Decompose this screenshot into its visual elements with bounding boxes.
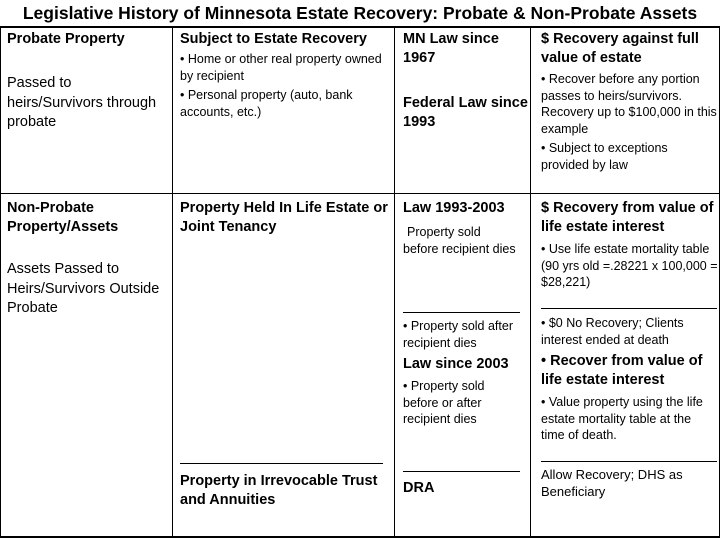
row-divider <box>0 193 720 194</box>
recovery-bullet-list <box>541 71 717 173</box>
mortality-calculation-text: • Use life estate mortality table (90 yrs old =.28221 x 100,000 = $28,221) <box>541 242 718 289</box>
irrevocable-trust-heading: Property in Irrevocable Trust and Annuities <box>180 473 378 508</box>
value-property-text: • Value property using the life estate mortality table at the time of death. <box>541 395 703 442</box>
allow-recovery-text: Allow Recovery; DHS as Beneficiary <box>541 467 683 499</box>
recover-life-estate-heading: • Recover from value of life estate interest <box>541 353 703 388</box>
probate-property-text: Passed to heirs/Survivors through probate <box>7 75 157 130</box>
no-recovery-text: • $0 No Recovery; Clients interest ended at death <box>541 316 684 347</box>
column-divider <box>530 27 531 537</box>
life-estate-recovery-heading: $ Recovery from value of life estate interest <box>541 200 714 235</box>
property-sold-before-text: Property sold before recipient dies <box>403 225 516 256</box>
table-bottom-border <box>0 536 720 538</box>
list-item: • Home or other real property owned by recipient <box>180 52 382 83</box>
divider <box>541 461 717 462</box>
law-since-2003-heading: Law since 2003 <box>403 356 509 372</box>
column-divider <box>172 27 173 537</box>
list-item: • Personal property (auto, bank accounts, etc.) <box>180 88 353 119</box>
page-title: Legislative History of Minnesota Estate Recovery: Probate & Non-Probate Assets <box>22 3 698 23</box>
divider <box>541 308 717 309</box>
divider <box>403 471 520 472</box>
recovery-full-value-heading: $ Recovery against full value of estate <box>541 31 699 66</box>
property-sold-after-text: • Property sold after recipient dies <box>403 319 513 350</box>
life-estate-heading: Property Held In Life Estate or Joint Tenancy <box>180 200 388 235</box>
probate-bullet-list <box>180 51 385 120</box>
mn-law-heading: MN Law since 1967 <box>403 31 499 66</box>
federal-law-heading: Federal Law since 1993 <box>403 95 528 130</box>
list-item: • Subject to exceptions provided by law <box>541 141 668 172</box>
list-item: • Recover before any portion passes to heirs/survivors. Recovery up to $100,000 in this example <box>541 72 717 136</box>
non-probate-text: Assets Passed to Heirs/Survivors Outside Probate <box>7 261 160 316</box>
table-top-border <box>0 26 720 28</box>
law-1993-2003-heading: Law 1993-2003 <box>403 200 505 216</box>
column-divider <box>394 27 395 537</box>
divider <box>180 463 383 464</box>
divider <box>403 312 520 313</box>
non-probate-heading: Non-Probate Property/Assets <box>7 200 119 235</box>
dra-heading: DRA <box>403 480 435 496</box>
column-divider <box>0 27 1 537</box>
property-sold-before-or-after-text: • Property sold before or after recipient dies <box>403 379 485 426</box>
subject-to-recovery-heading: Subject to Estate Recovery <box>180 31 367 47</box>
probate-property-heading: Probate Property <box>7 31 125 47</box>
